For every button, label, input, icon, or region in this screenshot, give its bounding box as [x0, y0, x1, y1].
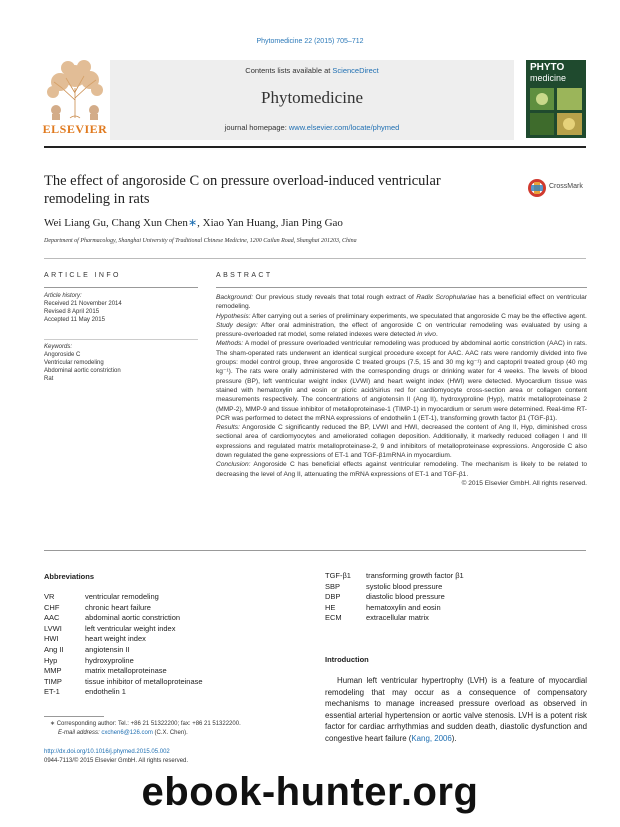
history-accepted: Accepted 11 May 2015	[44, 317, 105, 323]
sciencedirect-link[interactable]: ScienceDirect	[332, 66, 379, 75]
reference-link[interactable]: Kang, 2006	[411, 733, 452, 743]
results-text: Angoroside C significantly reduced the BP, LVWI and HWI, decreased the content of Ang II, Hyp, diminished cross sectional area of cardiomyocytes and ameliorated collagen deposition. Additionally, it markedly reduced collagen I and III expressions and regulated matrix metalloproteinase-2, 9 and inhibitors of metalloproteinase expressions. Angoroside C also down regulated the gene expressions of ET-1 and TGF-β1mRNA in myocardium.	[216, 424, 587, 460]
email-suffix: (C.X. Chen).	[152, 730, 188, 736]
abbreviation-row	[325, 613, 464, 624]
footnote-contact: Corresponding author: Tel.: +86 21 51322200; fax: +86 21 51322200.	[56, 721, 241, 727]
abbreviation-row	[325, 582, 464, 593]
abstract-hypothesis	[216, 312, 587, 321]
author-name: Jian Ping Gao	[281, 217, 343, 229]
article-info-rule	[44, 287, 198, 288]
design-label: Study design:	[216, 321, 258, 329]
abbreviation-row	[325, 603, 464, 614]
abbr-code: TIMP	[44, 676, 62, 686]
introduction-text: Human left ventricular hypertrophy (LVH) is a feature of myocardial remodeling that may occur as a consequence of compensatory mechanisms to manage increased pressure overload as observed in essential arterial hypertension or aortic valve stenosis. LVH is a potent risk factor for cardiac arrhythmias and sudden death, diastolic dysfunction and congestive heart failure (	[325, 676, 587, 743]
keyword-item: Ventricular remodeling	[44, 360, 104, 366]
abbr-meaning: endothelin 1	[85, 687, 126, 697]
footnote-mark: ∗	[50, 721, 56, 727]
journal-name: Phytomedicine	[261, 88, 363, 107]
keyword-item: Rat	[44, 376, 54, 382]
author-email-link[interactable]: cxchen6@126.com	[101, 730, 153, 736]
abbr-code: HE	[325, 602, 336, 612]
abstract-body	[216, 293, 587, 488]
abbr-meaning: chronic heart failure	[85, 602, 151, 612]
cover-subtitle: medicine	[530, 73, 567, 83]
abbr-code: HWI	[44, 634, 59, 644]
abbr-meaning: ventricular remodeling	[85, 592, 159, 601]
doi-link[interactable]: http://dx.doi.org/10.1016/j.phymed.2015.05.002	[44, 749, 170, 755]
abbreviation-row	[44, 634, 203, 645]
abbr-code: LVWI	[44, 623, 62, 633]
author-list	[44, 216, 343, 229]
bottom-meta	[44, 748, 304, 766]
abbr-meaning: tissue inhibitor of metalloproteinase	[85, 676, 203, 686]
abbreviations-table-left	[44, 592, 203, 698]
abbr-code: DBP	[325, 592, 341, 602]
abstract-heading: ABSTRACT	[216, 272, 273, 279]
abbreviation-row	[44, 687, 203, 698]
abbr-meaning: systolic blood pressure	[366, 581, 443, 591]
abstract-background	[216, 293, 587, 312]
crossmark-badge[interactable]	[527, 178, 587, 198]
author-separator: ,	[197, 217, 203, 229]
background-text-a: Our previous study reveals that total rough extract of	[255, 294, 417, 301]
cover-title: PHYTO	[530, 62, 565, 73]
hypothesis-text: After carrying out a series of preliminary experiments, we speculated that angoroside C may be the effective agent.	[251, 312, 587, 320]
history-received: Received 21 November 2014	[44, 301, 122, 307]
abbreviation-row	[44, 677, 203, 688]
introduction-heading: Introduction	[325, 655, 369, 664]
abstract-results	[216, 423, 587, 460]
abbr-code: Ang II	[44, 644, 64, 654]
introduction-paragraph	[325, 675, 587, 744]
article-history-label: Article history:	[44, 293, 82, 299]
background-species: Radix Scrophulariae	[416, 294, 477, 301]
abbr-code: Hyp	[44, 655, 58, 665]
keyword-item: Angoroside C	[44, 352, 81, 358]
article-title: The effect of angoroside C on pressure overload-induced ventricular remodeling in rats	[44, 173, 441, 207]
abbr-meaning: matrix metalloproteinase	[85, 666, 167, 676]
email-label: E-mail address:	[58, 730, 100, 736]
methods-text: A model of pressure overloaded ventricular remodeling was produced by abdominal aortic constriction (AAC) in rats. The sham-operated rats underwent an identical surgical procedure except for AAC. AAC rats were randomly divided into five groups: model control group, three angoroside C treated groups (7.5, 15 and 30 mg kg⁻¹) and captopril treated group (40 mg kg⁻¹). The rats were orally administered with the corresponding drugs or drinking water for 4 weeks. The levels of blood pressure (BP), left ventricular weight index (LVWI) and heart weight index (HWI) were detected. Myocardium tissue was stained with hematoxylin and eosin or picric acid/sirius red for cardiomyocyte cross-section area or collagen content measurements respectively. The concentrations of angiotensin II (Ang II), hydroxyproline (Hyp), matrix metalloproteinase 2 (MMP-2), MMP-9 and tissue inhibitor of metalloproteinase-1 (TIMP-1) in myocardium or serum were determined. Real-time RT-PCR was performed to detect the mRNA expressions of endothelin 1 (ET-1), transforming growth factor β1 (TGF-β1).	[216, 340, 588, 422]
abbreviation-row	[44, 624, 203, 635]
header-rule	[44, 146, 586, 148]
abbreviation-row	[44, 592, 203, 603]
watermark-text: ebook-hunter.org	[141, 770, 479, 814]
abbreviation-row	[44, 645, 203, 656]
methods-label: Methods:	[216, 340, 244, 348]
elsevier-wordmark: ELSEVIER	[42, 122, 108, 136]
contents-prefix: Contents lists available at	[245, 66, 333, 75]
author-affiliation: Department of Pharmacology, Shanghai University of Traditional Chinese Medicine, 1200 Cailun Road, Shanghai 201203, China	[44, 238, 357, 244]
background-text-b: has a beneficial effect on ventricular remodeling.	[216, 294, 587, 311]
abstract-bottom-rule	[44, 550, 586, 551]
introduction-text-end: ).	[451, 733, 457, 743]
abbr-meaning: angiotensin II	[85, 644, 130, 654]
abbr-code: TGF-β1	[325, 571, 351, 580]
abbr-code: ECM	[325, 613, 342, 623]
results-label: Results:	[216, 424, 240, 432]
abbr-code: SBP	[325, 581, 341, 591]
abbr-meaning: hematoxylin and eosin	[366, 602, 441, 612]
author-name: Wei Liang Gu	[44, 217, 107, 229]
abbr-code: AAC	[44, 613, 60, 623]
design-text-b: .	[435, 331, 438, 339]
abbr-meaning: extracellular matrix	[366, 613, 429, 623]
keywords-rule	[44, 339, 198, 340]
affiliation-rule	[44, 258, 586, 259]
author-separator: ,	[106, 217, 112, 229]
contents-available-line	[110, 66, 514, 75]
abbr-meaning: transforming growth factor β1	[366, 571, 464, 580]
author-name: Chang Xun Chen	[111, 217, 188, 229]
abbr-meaning: hydroxyproline	[85, 655, 134, 665]
conclusion-label: Conclusion:	[216, 461, 251, 469]
homepage-prefix: journal homepage:	[224, 123, 289, 132]
footnote-rule	[44, 716, 104, 717]
corresponding-author-mark[interactable]: ∗	[187, 217, 198, 229]
abbreviations-table-right	[325, 571, 464, 624]
author-separator: ,	[275, 217, 282, 229]
abstract-conclusion	[216, 460, 587, 479]
abbr-meaning: abdominal aortic constriction	[85, 613, 181, 623]
abstract-methods	[216, 339, 587, 423]
conclusion-text: Angoroside C has beneficial effects against ventricular remodeling. The mechanism is likely to be related to decreasing the level of Ang II, attenuating the mRNA expressions of ET-1 and TGF-β1.	[216, 461, 587, 478]
keywords-block	[44, 343, 198, 383]
abstract-rule	[216, 287, 587, 288]
abbr-meaning: heart weight index	[85, 634, 146, 644]
abbreviation-row	[44, 603, 203, 614]
abbreviation-row	[325, 571, 464, 582]
journal-cover-image	[526, 60, 586, 138]
abbr-code: ET-1	[44, 687, 60, 697]
abbreviation-row	[325, 592, 464, 603]
issn-line: 0944-7113/© 2015 Elsevier GmbH. All rights reserved.	[44, 758, 189, 764]
hypothesis-label: Hypothesis:	[216, 312, 251, 320]
abstract-copyright: © 2015 Elsevier GmbH. All rights reserved.	[461, 479, 587, 487]
abbr-code: MMP	[44, 666, 62, 676]
journal-citation: Phytomedicine 22 (2015) 705–712	[256, 38, 364, 45]
journal-homepage-line	[110, 123, 514, 132]
abbreviation-row	[44, 666, 203, 677]
abbr-meaning: diastolic blood pressure	[366, 592, 445, 602]
background-label: Background:	[216, 294, 254, 301]
abbr-code: VR	[44, 592, 55, 601]
history-revised: Revised 8 April 2015	[44, 309, 100, 315]
design-invivo: in vivo	[417, 331, 436, 339]
abbreviation-row	[44, 656, 203, 667]
crossmark-icon	[527, 178, 547, 198]
abbreviations-heading: Abbreviations	[44, 572, 95, 581]
crossmark-label: CrossMark	[549, 183, 583, 190]
cover-artwork	[526, 86, 586, 138]
abbr-code: CHF	[44, 602, 60, 612]
keywords-label: Keywords:	[44, 344, 73, 350]
design-text-a: After oral administration, the effect of angoroside C on ventricular remodeling was evaluated by using a pressure-overloaded rat model, some related indexes were detected	[216, 321, 587, 339]
author-name: Xiao Yan Huang	[202, 217, 276, 229]
journal-homepage-link[interactable]: www.elsevier.com/locate/phymed	[288, 123, 400, 132]
article-info-heading: ARTICLE INFO	[44, 272, 121, 279]
article-history	[44, 292, 198, 324]
corresponding-author-footnote	[50, 720, 310, 738]
abbreviation-row	[44, 613, 203, 624]
keyword-item: Abdominal aortic constriction	[44, 368, 121, 374]
abstract-design	[216, 321, 587, 340]
abbr-meaning: left ventricular weight index	[85, 623, 176, 633]
